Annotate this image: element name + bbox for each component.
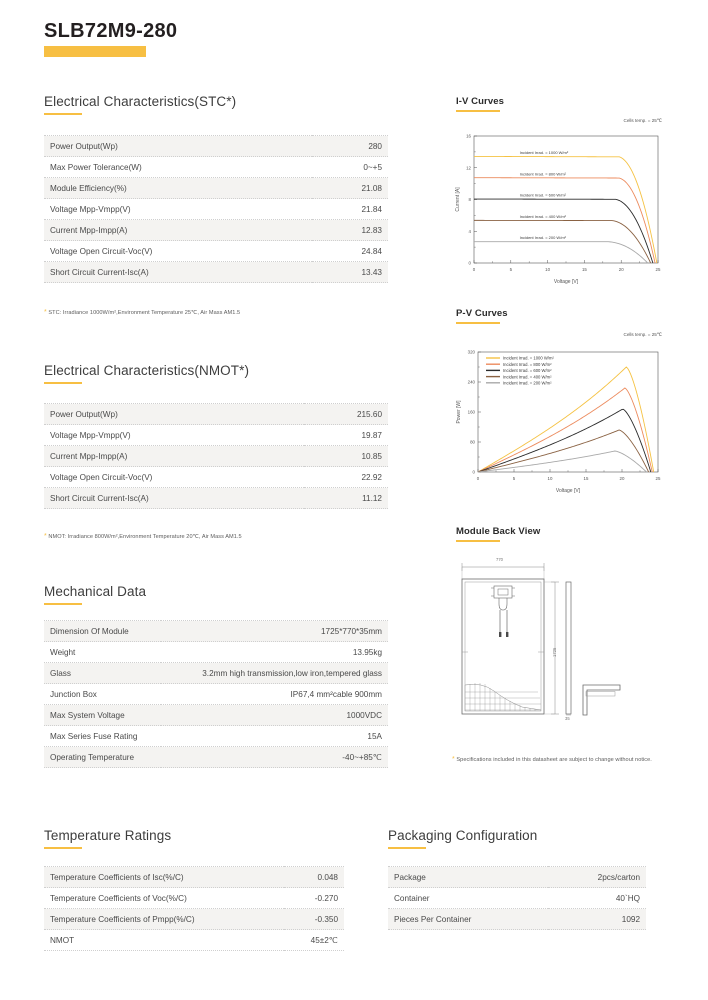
row-label: Max System Voltage	[44, 705, 161, 726]
svg-text:0: 0	[472, 469, 475, 475]
svg-text:25: 25	[655, 267, 661, 272]
packaging-table-body	[388, 867, 646, 930]
table-row	[44, 241, 388, 262]
row-label: Temperature Coefficients of Pmpp(%/C)	[44, 909, 284, 930]
iv-series-line	[474, 199, 653, 263]
stc-footnote-text: STC: Irradiance 1000W/m²,Environment Temperature 25℃, Air Mass AM1.5	[48, 310, 241, 316]
row-label: NMOT	[44, 930, 284, 951]
temperature-table-body	[44, 867, 344, 951]
section-title-module-back-view: Module Back View	[456, 526, 541, 537]
footnote-star: *	[452, 756, 455, 763]
table-row	[44, 488, 388, 509]
pv-legend-label: Incident Irrad. = 600 W/m²	[503, 368, 552, 374]
row-label: Voltage Mpp-Vmpp(V)	[44, 425, 304, 446]
pv-series-line	[478, 430, 649, 472]
iv-series-label: Incident Irrad. = 400 W/m²	[519, 213, 566, 219]
pv-y-axis-label: Power [W]	[456, 400, 462, 424]
row-label: Short Circuit Current-Isc(A)	[44, 488, 304, 509]
table-row	[388, 888, 646, 909]
section-rule	[44, 382, 82, 384]
row-label: Container	[388, 888, 548, 909]
row-value: 12.83	[312, 220, 388, 241]
svg-text:240: 240	[467, 379, 475, 385]
section-heading-nmot	[44, 363, 249, 384]
svg-text:4: 4	[468, 228, 471, 234]
section-rule	[456, 110, 500, 112]
iv-series-label: Incident Irrad. = 800 W/m²	[519, 171, 566, 177]
row-value: 19.87	[304, 425, 388, 446]
section-title-pv-curves: P-V Curves	[456, 308, 508, 319]
section-title-temperature: Temperature Ratings	[44, 828, 172, 843]
row-label: Voltage Open Circuit-Voc(V)	[44, 467, 304, 488]
row-value: 40`HQ	[548, 888, 646, 909]
pv-legend-label: Incident Irrad. = 1000 W/m²	[503, 355, 554, 361]
stc-footnote	[44, 308, 388, 319]
section-title-mechanical: Mechanical Data	[44, 584, 147, 599]
row-value: 13.43	[312, 262, 388, 283]
iv-curves-chart	[452, 118, 664, 298]
row-value: 215.60	[304, 404, 388, 425]
pv-series-line	[478, 409, 651, 472]
pv-legend-label: Incident Irrad. = 200 W/m²	[503, 380, 552, 386]
row-label: Temperature Coefficients of Isc(%/C)	[44, 867, 284, 888]
table-row	[44, 867, 344, 888]
row-value: 1725*770*35mm	[161, 621, 388, 642]
row-label: Current Mpp-Impp(A)	[44, 220, 312, 241]
table-row	[44, 220, 388, 241]
section-title-packaging: Packaging Configuration	[388, 828, 538, 843]
table-row	[44, 726, 388, 747]
table-row	[44, 930, 344, 951]
svg-text:12: 12	[466, 165, 471, 171]
nmot-spec-table	[44, 403, 388, 509]
section-heading-temperature	[44, 828, 171, 849]
row-value: 3.2mm high transmission,low iron,tempered glass	[161, 663, 388, 684]
table-row	[388, 909, 646, 930]
section-rule	[456, 540, 500, 542]
dimension-thickness-label: 35	[565, 716, 570, 721]
page-title: SLB72M9-280	[44, 20, 178, 42]
pv-curves-chart	[452, 332, 664, 512]
row-label: Glass	[44, 663, 161, 684]
row-label: Temperature Coefficients of Voc(%/C)	[44, 888, 284, 909]
section-title-stc: Electrical Characteristics(STC*)	[44, 94, 237, 109]
nmot-footnote-text: NMOT: Irradiance 800W/m²,Environment Temperature 20℃, Air Mass AM1.5	[48, 534, 242, 540]
row-label: Module Efficiency(%)	[44, 178, 312, 199]
packaging-spec-table	[388, 866, 646, 930]
pv-plot-area	[452, 332, 664, 515]
section-rule	[44, 603, 82, 605]
pv-legend-label: Incident Irrad. = 800 W/m²	[503, 361, 552, 367]
svg-text:5: 5	[512, 476, 516, 481]
svg-text:160: 160	[467, 409, 475, 415]
pv-x-axis-label: Voltage [V]	[555, 488, 581, 494]
row-value: 2pcs/carton	[548, 867, 646, 888]
iv-chart-note: Cells temp. = 25℃	[623, 118, 662, 123]
svg-text:0: 0	[472, 267, 476, 272]
nmot-footnote	[44, 532, 388, 543]
table-row	[44, 909, 344, 930]
iv-plot-area	[452, 118, 664, 301]
row-label: Max Series Fuse Rating	[44, 726, 161, 747]
section-heading-pv-curves	[456, 308, 508, 324]
dimension-height-label: 1725	[552, 647, 557, 657]
row-label: Weight	[44, 642, 161, 663]
svg-text:15: 15	[583, 476, 589, 481]
mechanical-table-body	[44, 621, 388, 768]
table-row	[44, 262, 388, 283]
section-heading-packaging	[388, 828, 537, 849]
table-row	[44, 663, 388, 684]
drawing-footnote-text: Specifications included in this datasheet are subject to change without notice.	[456, 757, 652, 763]
svg-text:320: 320	[467, 349, 475, 355]
pv-series-line	[478, 451, 646, 472]
table-row	[44, 684, 388, 705]
row-value: IP67,4 mm²cable 900mm	[161, 684, 388, 705]
row-label: Short Circuit Current-Isc(A)	[44, 262, 312, 283]
row-value: 21.08	[312, 178, 388, 199]
section-heading-module-back-view	[456, 526, 540, 542]
row-value: 10.85	[304, 446, 388, 467]
svg-text:10: 10	[547, 476, 553, 481]
iv-series-label: Incident Irrad. = 600 W/m²	[519, 192, 566, 198]
row-label: Voltage Mpp-Vmpp(V)	[44, 199, 312, 220]
temperature-spec-table	[44, 866, 344, 951]
svg-text:25: 25	[655, 476, 661, 481]
row-label: Pieces Per Container	[388, 909, 548, 930]
table-row	[44, 404, 388, 425]
title-accent-bar	[44, 46, 146, 57]
row-value: 11.12	[304, 488, 388, 509]
row-label: Operating Temperature	[44, 747, 161, 768]
svg-text:0: 0	[468, 260, 471, 266]
row-value: -0.350	[284, 909, 344, 930]
row-value: 21.84	[312, 199, 388, 220]
footnote-star: *	[44, 533, 47, 540]
table-row	[44, 705, 388, 726]
svg-text:8: 8	[468, 197, 471, 203]
module-drawing	[452, 552, 664, 742]
svg-text:20: 20	[619, 476, 625, 481]
row-value: 1000VDC	[161, 705, 388, 726]
drawing-footnote	[452, 755, 652, 766]
section-heading-mechanical	[44, 584, 146, 605]
section-heading-iv-curves	[456, 96, 504, 112]
table-row	[44, 467, 388, 488]
row-value: 0.048	[284, 867, 344, 888]
table-row	[44, 621, 388, 642]
row-label: Package	[388, 867, 548, 888]
table-row	[44, 157, 388, 178]
table-row	[44, 425, 388, 446]
table-row	[44, 446, 388, 467]
svg-text:0: 0	[476, 476, 480, 481]
section-rule	[44, 113, 82, 115]
module-back-view-svg	[452, 552, 664, 742]
row-label: Dimension Of Module	[44, 621, 161, 642]
table-row	[44, 199, 388, 220]
table-row	[44, 136, 388, 157]
iv-x-axis-label: Voltage [V]	[553, 279, 579, 285]
section-title-nmot: Electrical Characteristics(NMOT*)	[44, 363, 250, 378]
mechanical-spec-table	[44, 620, 388, 768]
row-label: Power Output(Wp)	[44, 404, 304, 425]
row-label: Current Mpp-Impp(A)	[44, 446, 304, 467]
section-title-iv-curves: I-V Curves	[456, 96, 504, 107]
pv-curves-svg	[452, 332, 664, 510]
row-value: 22.92	[304, 467, 388, 488]
svg-text:15: 15	[581, 267, 587, 272]
row-value: -0.270	[284, 888, 344, 909]
row-value: 0~+5	[312, 157, 388, 178]
row-value: 13.95kg	[161, 642, 388, 663]
iv-curves-svg	[452, 118, 664, 296]
footnote-star: *	[44, 309, 47, 316]
row-label: Voltage Open Circuit-Voc(V)	[44, 241, 312, 262]
row-label: Power Output(Wp)	[44, 136, 312, 157]
stc-spec-table	[44, 135, 388, 283]
svg-text:5: 5	[509, 267, 513, 272]
pv-legend-label: Incident Irrad. = 400 W/m²	[503, 374, 552, 380]
iv-series-line	[474, 242, 648, 263]
section-rule	[44, 847, 82, 849]
svg-text:80: 80	[470, 439, 475, 445]
iv-series-label: Incident Irrad. = 1000 W/m²	[519, 149, 569, 155]
table-row	[44, 178, 388, 199]
row-value: -40~+85℃	[161, 747, 388, 768]
section-rule	[388, 847, 426, 849]
dimension-width-label: 770	[496, 557, 503, 562]
table-row	[44, 888, 344, 909]
svg-text:10: 10	[545, 267, 551, 272]
pv-chart-note: Cells temp. = 25℃	[623, 332, 662, 337]
nmot-table-body	[44, 404, 388, 509]
svg-text:20: 20	[618, 267, 624, 272]
svg-text:16: 16	[466, 133, 471, 139]
row-label: Max Power Tolerance(W)	[44, 157, 312, 178]
iv-y-axis-label: Current [A]	[455, 187, 461, 212]
row-value: 15A	[161, 726, 388, 747]
row-label: Junction Box	[44, 684, 161, 705]
table-row	[44, 747, 388, 768]
pv-series-line	[478, 388, 652, 472]
row-value: 24.84	[312, 241, 388, 262]
iv-series-label: Incident Irrad. = 200 W/m²	[519, 235, 566, 241]
row-value: 45±2℃	[284, 930, 344, 951]
row-value: 1092	[548, 909, 646, 930]
table-row	[44, 642, 388, 663]
table-row	[388, 867, 646, 888]
section-heading-stc	[44, 94, 236, 115]
section-rule	[456, 322, 500, 324]
stc-table-body	[44, 136, 388, 283]
row-value: 280	[312, 136, 388, 157]
